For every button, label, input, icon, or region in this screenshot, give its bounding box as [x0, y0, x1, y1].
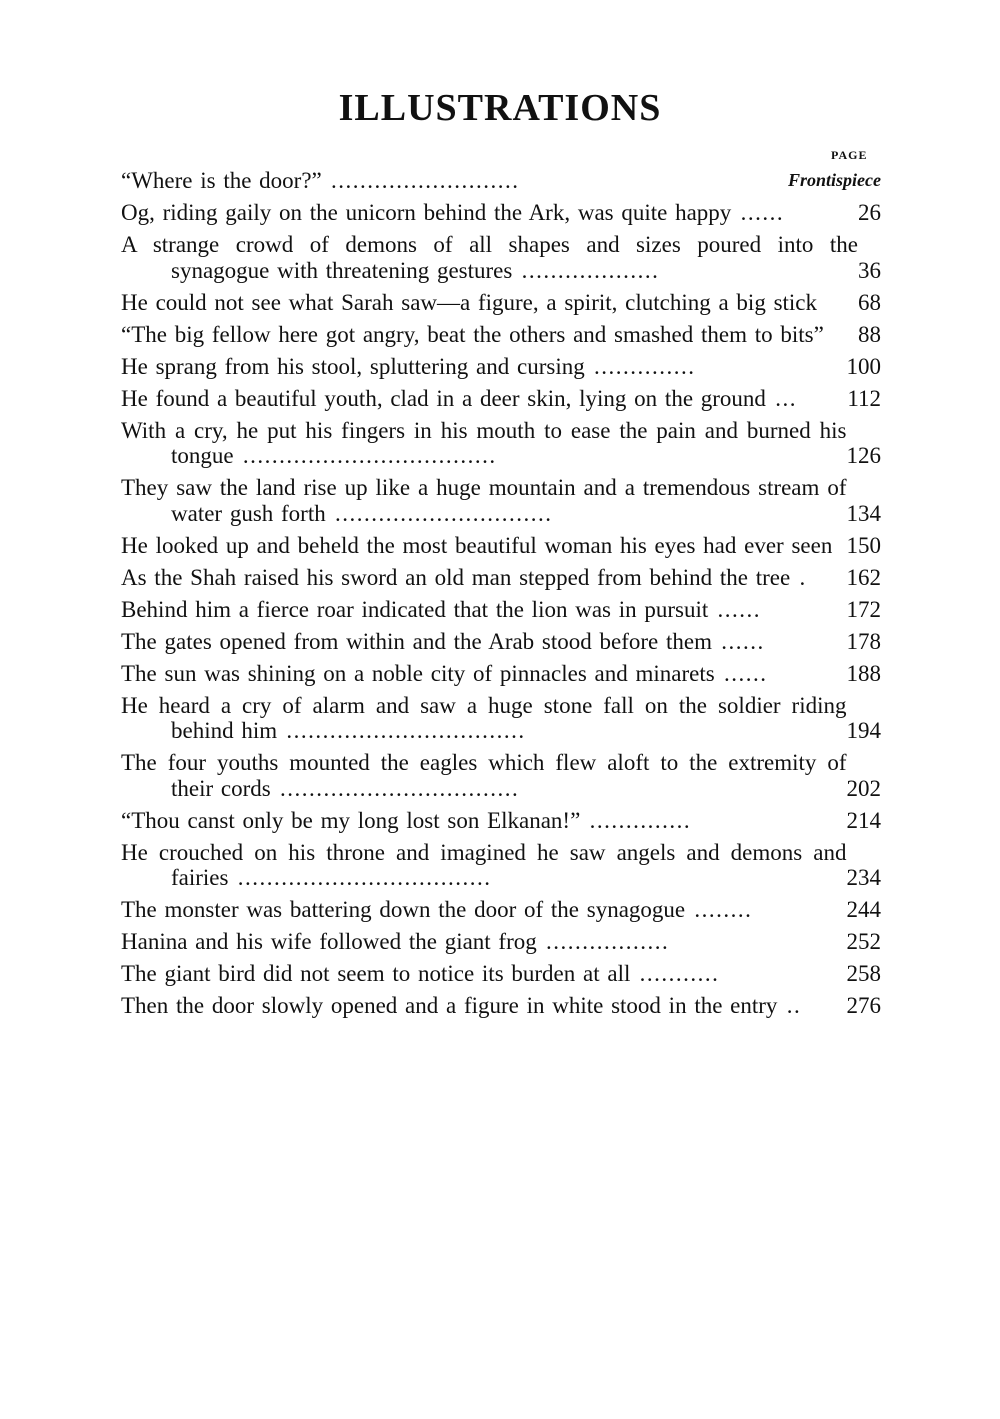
- page-number: 134: [846, 500, 881, 526]
- illustration-caption: “Where is the door?” ..........................: [121, 168, 520, 193]
- page-number: 202: [846, 775, 881, 801]
- illustration-caption: A strange crowd of demons of all shapes and sizes poured into the synagogue with threatening gestures ...................: [121, 232, 858, 283]
- illustration-caption: The four youths mounted the eagles which flew aloft to the extremity of their cords .................................: [121, 750, 847, 801]
- list-item: [121, 290, 881, 316]
- page-number: 162: [846, 564, 881, 590]
- page-number: 178: [846, 628, 881, 654]
- list-item: [121, 386, 881, 412]
- illustration-caption: The sun was shining on a noble city of pinnacles and minarets ......: [121, 660, 768, 686]
- page-number: 88: [858, 321, 881, 347]
- illustration-caption: He heard a cry of alarm and saw a huge stone fall on the soldier riding behind him .................................: [121, 692, 847, 743]
- illustration-caption: Hanina and his wife followed the giant frog .................: [121, 929, 670, 954]
- list-item: [121, 993, 881, 1019]
- page-number: 258: [846, 961, 881, 986]
- page-number: 112: [847, 385, 881, 411]
- illustration-caption: With a cry, he put his fingers in his mouth to ease the pain and burned his tongue ...................................: [121, 417, 847, 468]
- illustration-caption: The monster was battering down the door of the synagogue ........: [121, 897, 753, 922]
- page-number: 252: [846, 929, 881, 954]
- list-item: [121, 597, 881, 623]
- page-title: ILLUSTRATIONS: [338, 87, 662, 129]
- illustration-caption: “Thou canst only be my long lost son Elkanan!” ..............: [121, 807, 692, 833]
- illustration-caption: Then the door slowly opened and a figure in white stood in the entry ..: [121, 993, 802, 1018]
- list-item: [121, 961, 881, 987]
- illustration-caption: He could not see what Sarah saw—a figure, a spirit, clutching a big stick: [121, 289, 818, 315]
- list-item: [121, 897, 881, 923]
- page-number: 234: [846, 865, 881, 890]
- list-item: [121, 168, 881, 194]
- page-number: 100: [846, 353, 881, 379]
- page-number: 26: [858, 200, 881, 225]
- list-item: [121, 840, 881, 891]
- illustration-caption: As the Shah raised his sword an old man stepped from behind the tree .: [121, 564, 807, 590]
- page-number: 150: [846, 532, 881, 558]
- illustrations-list: [121, 168, 881, 1025]
- page-number: 188: [846, 660, 881, 686]
- page-column-label: PAGE: [831, 148, 868, 162]
- illustration-caption: “The big fellow here got angry, beat the others and smashed them to bits”: [121, 321, 824, 347]
- illustration-caption: He looked up and beheld the most beautiful woman his eyes had ever seen: [121, 532, 833, 558]
- illustration-caption: He sprang from his stool, spluttering and cursing ..............: [121, 353, 696, 379]
- list-item: [121, 475, 881, 526]
- illustration-caption: The giant bird did not seem to notice its burden at all ...........: [121, 961, 720, 986]
- page-number: 244: [846, 897, 881, 922]
- page-number: Frontispiece: [788, 170, 881, 190]
- list-item: [121, 322, 881, 348]
- list-item: [121, 565, 881, 591]
- page-number: 194: [846, 718, 881, 743]
- list-item: [121, 232, 881, 283]
- list-item: [121, 661, 881, 687]
- illustration-caption: Behind him a fierce roar indicated that the lion was in pursuit ......: [121, 596, 762, 622]
- page-number: 68: [858, 289, 881, 315]
- illustration-caption: Og, riding gaily on the unicorn behind the Ark, was quite happy ......: [121, 200, 785, 225]
- list-item: [121, 693, 881, 744]
- list-item: [121, 929, 881, 955]
- illustration-caption: He crouched on his throne and imagined he saw angels and demons and fairies ...................................: [121, 839, 847, 890]
- list-item: [121, 808, 881, 834]
- list-item: [121, 629, 881, 655]
- list-item: [121, 533, 881, 559]
- page-number: 214: [846, 807, 881, 833]
- list-item: [121, 200, 881, 226]
- page-number: 36: [858, 257, 881, 283]
- page-number: 172: [846, 596, 881, 622]
- list-item: [121, 750, 881, 801]
- page-number: 126: [846, 443, 881, 468]
- illustration-caption: The gates opened from within and the Arab stood before them ......: [121, 628, 765, 654]
- illustration-caption: They saw the land rise up like a huge mountain and a tremendous stream of water gush forth ..............................: [121, 475, 847, 526]
- page-number: 276: [846, 993, 881, 1018]
- list-item: [121, 354, 881, 380]
- list-item: [121, 418, 881, 469]
- illustration-caption: He found a beautiful youth, clad in a deer skin, lying on the ground ...: [121, 385, 797, 411]
